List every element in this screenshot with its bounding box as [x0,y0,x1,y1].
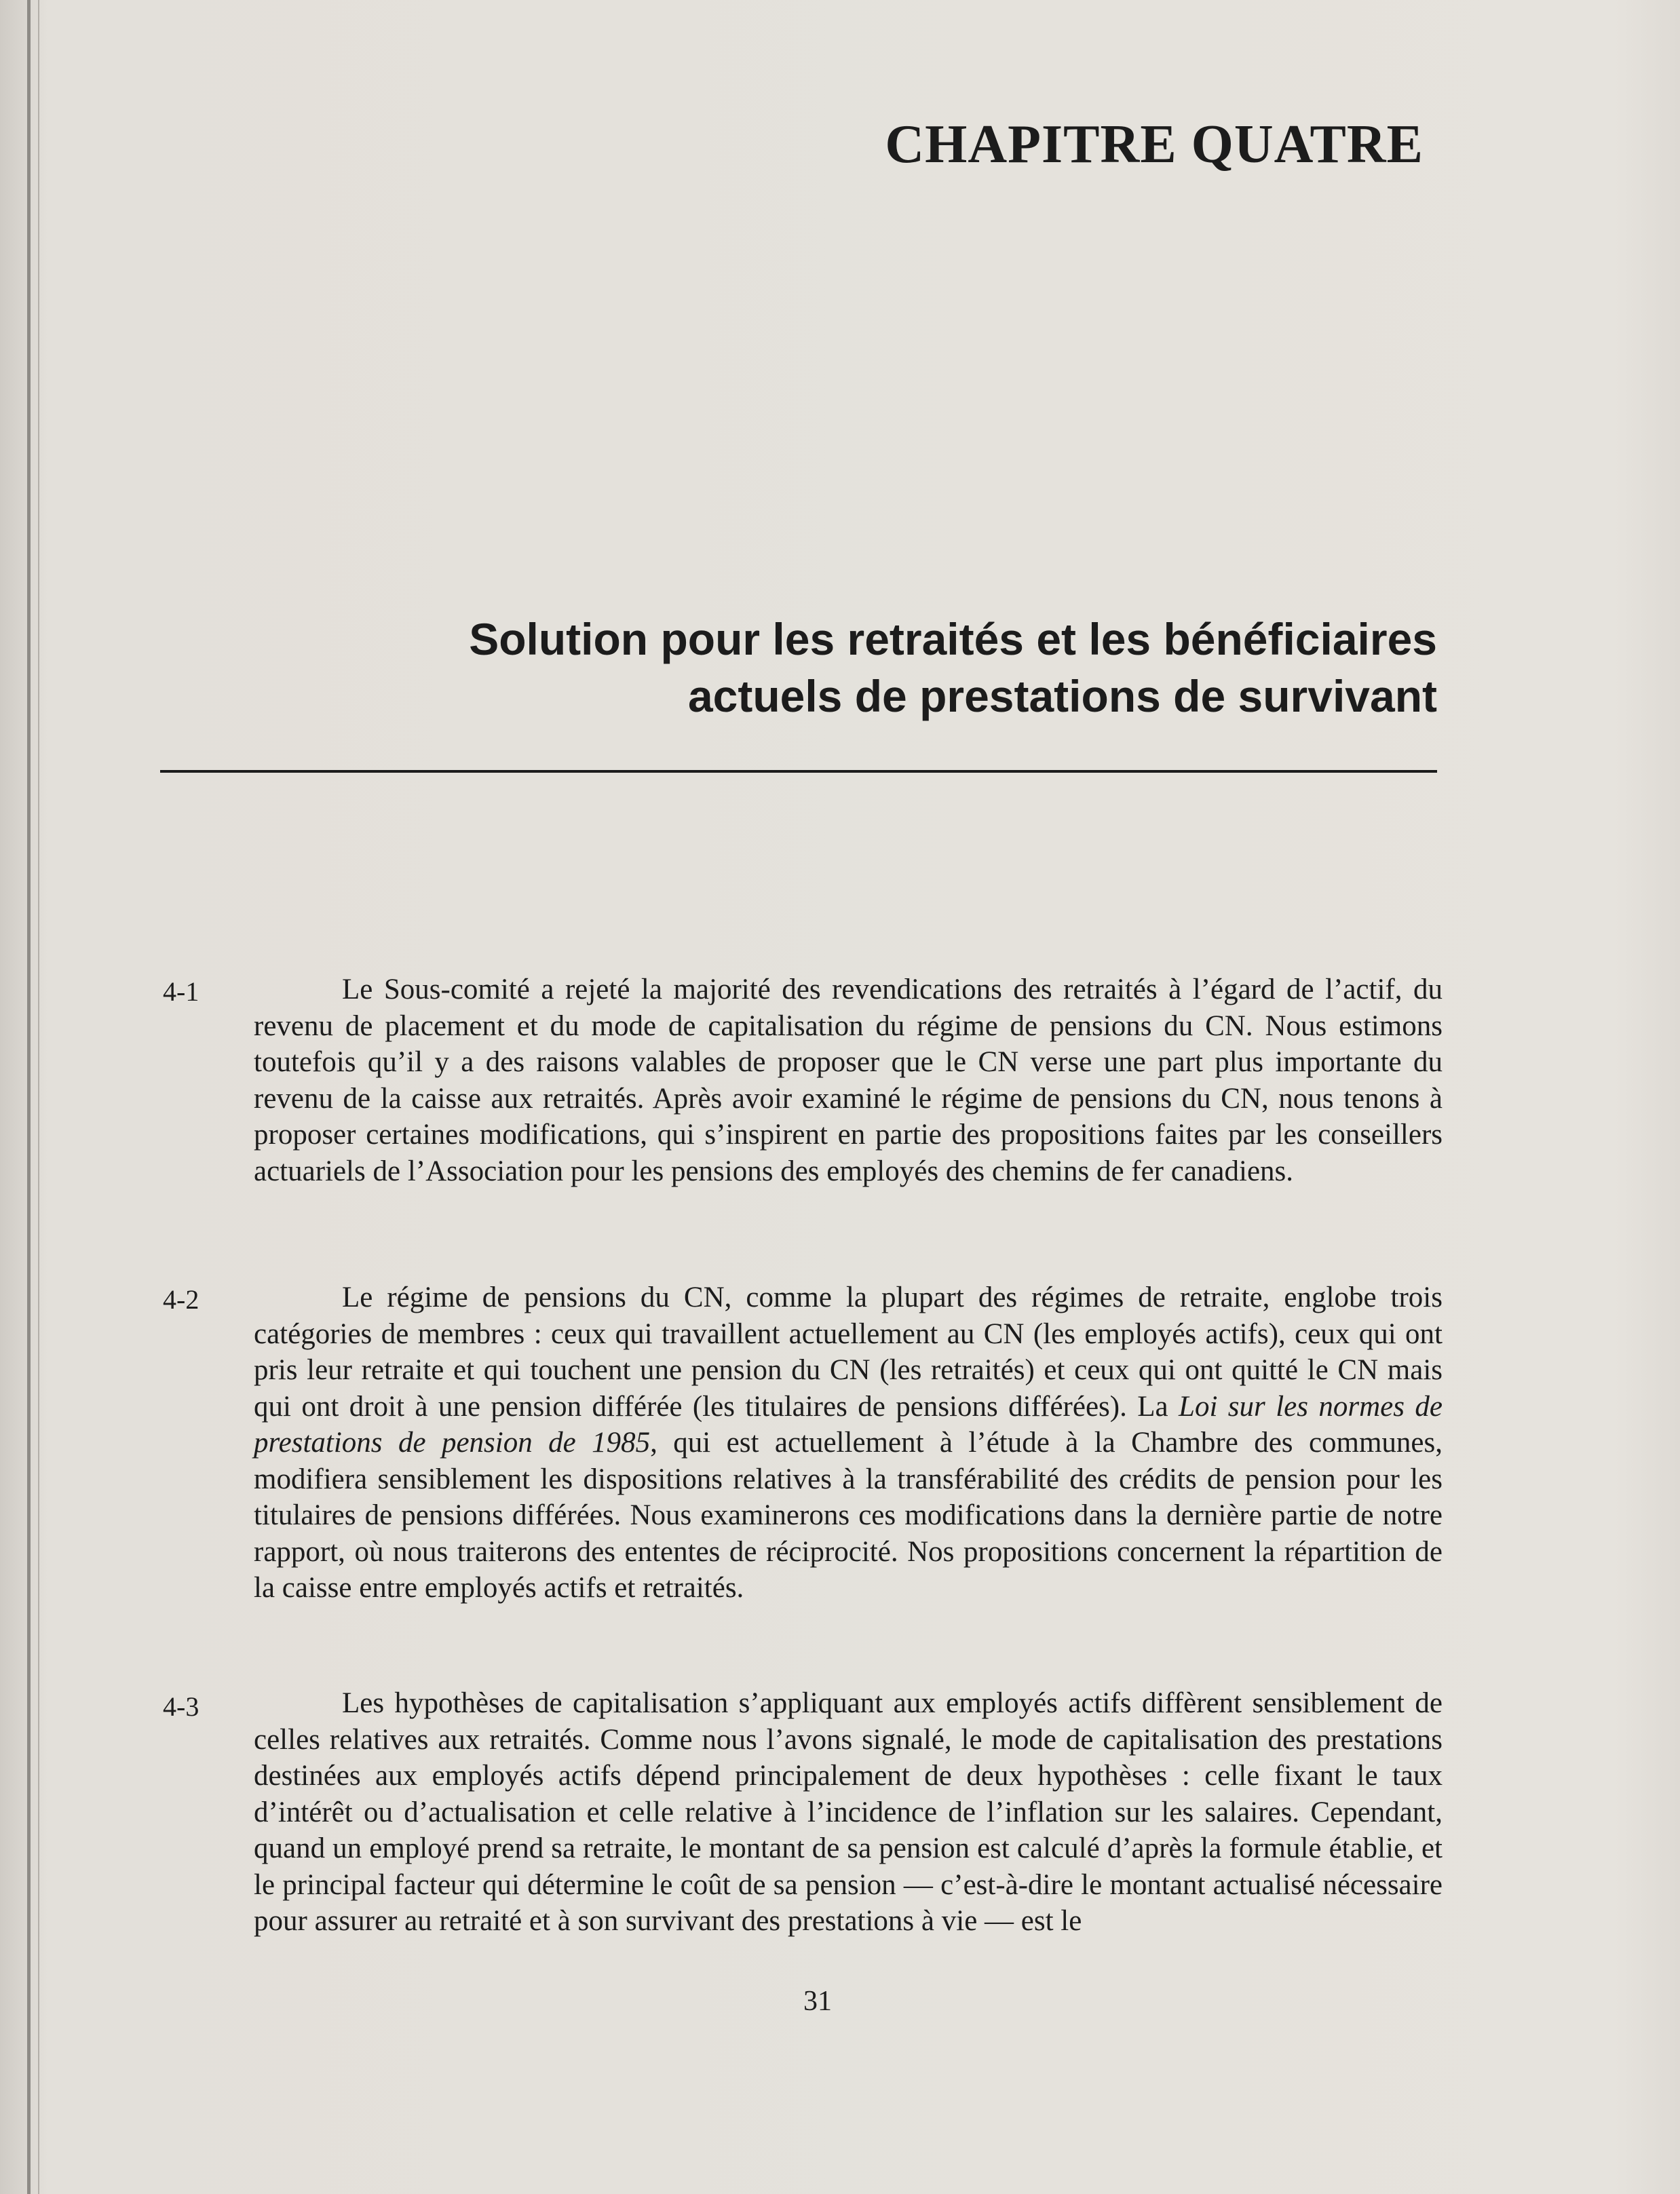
paragraph-number-4-3: 4-3 [163,1691,199,1722]
section-heading-line-1: Solution pour les retraités et les bénéficiaires [469,614,1437,664]
paragraph-4-2 [254,1279,1443,1606]
paragraph-4-1: Le Sous-comité a rejeté la majorité des revendications des retraités à l’égard de l’actif, du revenu de placement et du mode de capitalisation du régime de pensions du CN. Nous estimons toutefois qu’il y a des raisons valables de proposer que le CN verse une part plus importante du revenu de la caisse aux retraités. Après avoir examiné le régime de pensions du CN, nous tenons à proposer certaines modifications, qui s’inspirent en partie des propositions faites par les conseillers actuariels de l’Association pour les pensions des employés des chemins de fer canadiens. [254,974,1443,1187]
binding-edge [27,0,31,2194]
paragraph-number-4-2: 4-2 [163,1284,199,1315]
chapter-title: CHAPITRE QUATRE [885,115,1424,174]
paragraph-number-4-1: 4-1 [163,976,199,1007]
binding-edge-inner [38,0,39,2194]
section-heading [148,611,1437,725]
law-title-italic: Loi sur les normes de prestations de pension de 1985 [254,1390,1443,1459]
paragraph-4-2-text-a: Le régime de pensions du CN, comme la plupart des régimes de retraite, englobe trois catégories de membres : ceux qui travaillent actuellement au CN (les employés actifs), ceux qui ont pris leur retraite et qui touchent une pension du CN (les retraités) et ceux qui ont quitté le CN mais qui ont droit à une pension différée (les titulaires de pensions différées). La [254,1282,1443,1423]
paragraph-4-2-text-b: , qui est actuellement à l’étude à la Chambre des communes, modifiera sensiblement les dispositions relatives à la transférabilité des crédits de pension pour les titulaires de pensions différées. Nous examinerons ces modifications dans la dernière partie de notre rapport, où nous traiterons des ententes de réciprocité. Nos propositions concernent la répartition de la caisse entre employés actifs et retraités. [254,1427,1443,1604]
page-number: 31 [803,1986,832,2017]
section-heading-line-2: actuels de prestations de survivant [687,671,1437,721]
paragraph-4-3: Les hypothèses de capitalisation s’appliquant aux employés actifs diffèrent sensiblement de celles relatives aux retraités. Comme nous l’avons signalé, le mode de capitalisation des prestations destinées aux employés actifs dépend principalement de deux hypothèses : celle fixant le taux d’intérêt ou d’actualisation et celle relative à l’incidence de l’inflation sur les salaires. Cependant, quand un employé prend sa retraite, le montant de sa pension est calculé d’après la formule établie, et le principal facteur qui détermine le coût de sa pension — c’est-à-dire le montant actualisé nécessaire pour assurer au retraité et à son survivant des prestations à vie — est le [254,1687,1443,1937]
heading-rule [160,770,1437,773]
